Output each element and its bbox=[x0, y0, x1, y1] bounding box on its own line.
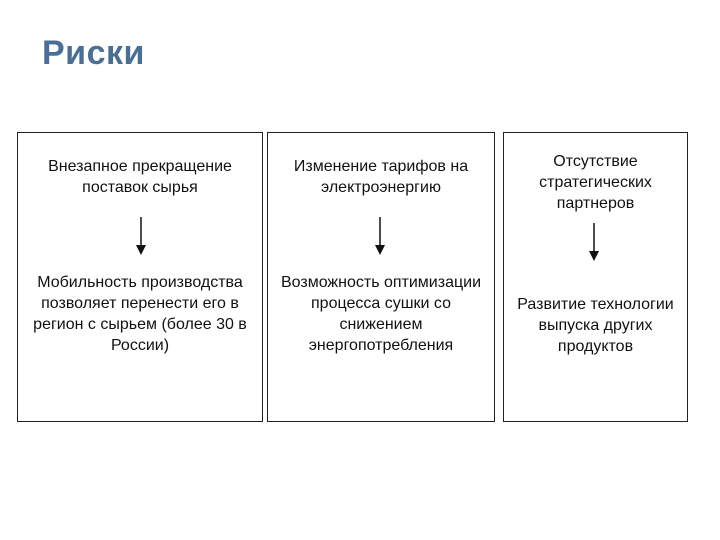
slide-title: Риски bbox=[42, 34, 145, 72]
risk-text: Внезапное прекращение поставок сырья bbox=[48, 158, 232, 196]
response-text: Возможность оптимизации процесса сушки со снижением энергопотребления bbox=[280, 274, 482, 354]
response-text: Мобильность производства позволяет перенести его в регион с сырьем (более 30 в России) bbox=[33, 274, 247, 354]
down-arrow-icon bbox=[135, 217, 147, 255]
down-arrow-icon bbox=[588, 223, 600, 261]
risk-box-tariffs bbox=[267, 132, 495, 422]
risk-text: Изменение тарифов на электроэнергию bbox=[293, 158, 469, 196]
risk-text: Отсутствие стратегических партнеров bbox=[539, 153, 652, 212]
risk-box-supply bbox=[17, 132, 263, 422]
risk-box-partners bbox=[503, 132, 688, 422]
response-text: Развитие технологии выпуска других продуктов bbox=[517, 296, 674, 355]
down-arrow-icon bbox=[374, 217, 386, 255]
